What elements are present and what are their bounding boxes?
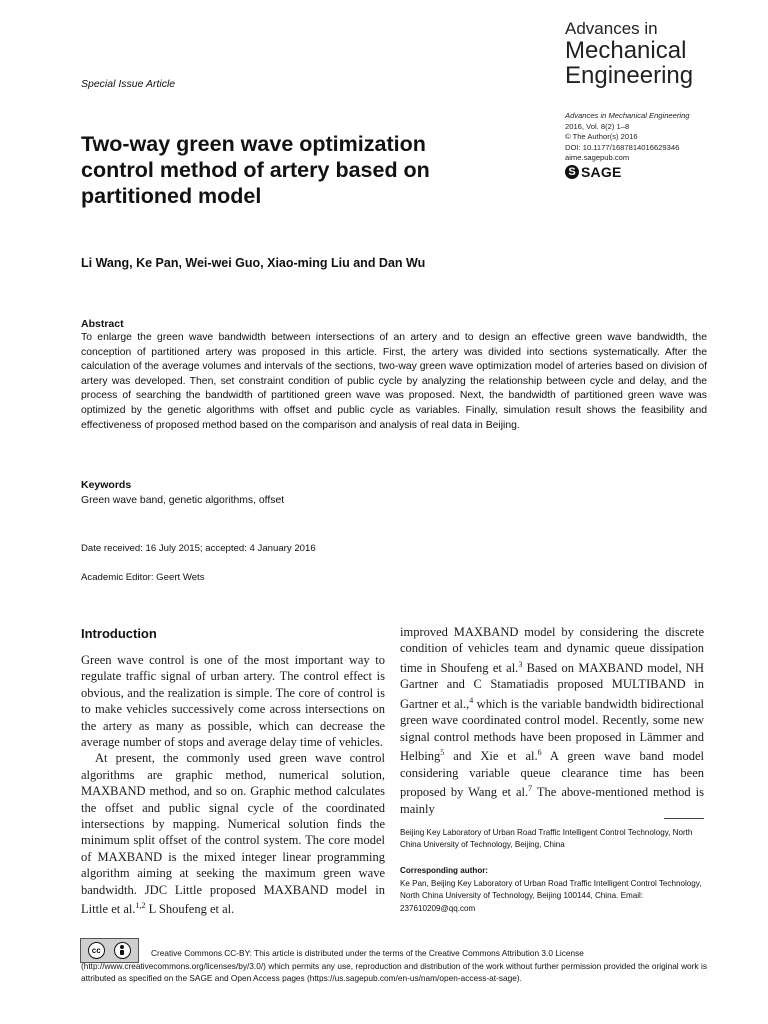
- paragraph-text: improved MAXBAND model by considering the discrete condition of vehicles team and dynamic queue dissipation time in Shoufeng et al.: [400, 625, 704, 675]
- citation-ref[interactable]: 6: [537, 748, 542, 758]
- paper-title: Two-way green wave optimization control method of artery based on partitioned model: [81, 132, 430, 208]
- citation-ref[interactable]: 4: [469, 695, 474, 705]
- citation-ref[interactable]: 1,2: [135, 901, 146, 911]
- sage-logo-text: SAGE: [581, 164, 622, 180]
- author-affiliation: Beijing Key Laboratory of Urban Road Traffic Intelligent Control Technology, North China University of Technology, Beijing, China: [400, 828, 693, 850]
- intro-paragraph: Green wave control is one of the most important way to regulate traffic signal of urban artery. The control effect is obvious, and the realization is simple. The core of control is to make vehicles successively come across intersections on the artery as many as possible, which can decrease the average number of stops and average delay time of vehicles.: [81, 653, 385, 750]
- journal-title-line3: Engineering: [565, 62, 694, 89]
- section-heading-introduction: Introduction: [81, 626, 157, 641]
- footnote-divider: [664, 818, 704, 819]
- paragraph-text: and Xie et al.: [444, 749, 538, 764]
- article-meta: [565, 111, 690, 164]
- keywords-heading: Keywords: [81, 479, 132, 491]
- license-first-line: Creative Commons CC-BY: This article is distributed under the terms of the Creative Commons Attribution 3.0 License: [151, 948, 584, 958]
- intro-paragraph: [81, 750, 385, 917]
- meta-doi[interactable]: DOI: 10.1177/1687814016629346: [565, 142, 680, 152]
- license-details: (http://www.creativecommons.org/licenses/by/3.0/) which permits any use, reproduction and distribution of the work without further permission provided the original work is attributed as specified on the SAGE and Open Access pages (https://us.sagepub.com/en-us/nam/open-access-at-sage).: [81, 960, 707, 984]
- paragraph-text: The above-mentioned method is mainly: [400, 785, 704, 816]
- sage-logo-icon: S: [565, 165, 579, 179]
- special-issue-label: Special Issue Article: [81, 78, 176, 90]
- citation-ref[interactable]: 3: [518, 659, 523, 669]
- date-received: Date received: 16 July 2015; accepted: 4 January 2016: [81, 543, 316, 554]
- keywords-text: Green wave band, genetic algorithms, offset: [81, 495, 285, 506]
- paragraph-text: At present, the commonly used green wave control algorithms are graphic method, numerical solution, MAXBAND method, and so on. Graphic method calculates the offset and public signal cycle of the coordinated intersections by mapping. Numerical solution finds the minimum split offset of the control system. The core model of MAXBAND is the mixed integer linear programming algorithm aiming at seeking the maximum green wave bandwidth. JDC Little proposed MAXBAND model in Little et al.: [81, 751, 385, 917]
- corresponding-author-details: Ke Pan, Beijing Key Laboratory of Urban Road Traffic Intelligent Control Technology, North China University of Technology, Beijing 100144, China. Email: 237610209@qq.com: [400, 879, 702, 913]
- sage-logo: [565, 164, 621, 180]
- corresponding-author-heading: Corresponding author:: [400, 866, 489, 875]
- citation-ref[interactable]: 5: [440, 748, 445, 758]
- paragraph-text: L Shoufeng et al.: [145, 902, 235, 917]
- author-list: Li Wang, Ke Pan, Wei-wei Guo, Xiao-ming Liu and Dan Wu: [81, 256, 426, 270]
- license-statement: [81, 947, 707, 985]
- paragraph-text: A green wave band model considering variable queue clearance time has been proposed by Wang et al.: [400, 749, 705, 800]
- paragraph-text: Based on MAXBAND model, NH Gartner and C Stamatiadis proposed MULTIBAND in Gartner et al.,: [400, 660, 704, 711]
- journal-title-line2: Mechanical: [565, 37, 687, 64]
- abstract-heading: Abstract: [81, 318, 124, 330]
- paragraph-text: which is the variable bandwidth bidirectional green wave coordinated control model. Recently, some new signal control methods have been proposed in Lämmer and Helbing: [400, 696, 704, 764]
- creative-commons-icon: cc: [88, 942, 105, 959]
- meta-journal-name: Advances in Mechanical Engineering: [565, 111, 690, 120]
- journal-title: [565, 20, 693, 88]
- meta-volume: 2016, Vol. 8(2) 1–8: [565, 121, 630, 131]
- meta-copyright: © The Author(s) 2016: [565, 132, 638, 142]
- body-column-left: [81, 652, 385, 918]
- academic-editor: Academic Editor: Geert Wets: [81, 572, 205, 583]
- body-column-right: [400, 624, 704, 817]
- intro-paragraph: [400, 624, 704, 817]
- meta-site[interactable]: aime.sagepub.com: [565, 153, 630, 163]
- citation-ref[interactable]: 7: [528, 784, 533, 794]
- journal-title-line1: Advances in: [565, 19, 658, 38]
- abstract-text: To enlarge the green wave bandwidth between intersections of an artery and to design an effective green wave bandwidth, the conception of partitioned artery was proposed in this article. First, the artery was divided into sections systematically. After the calculation of the average volumes and intervals of the sections, two-way green wave optimization model of arteries based on division of artery was developed. Then, set constraint condition of public cycle by analyzing the relationship between cycle and delay, and the process of searching the bandwidth of partitioned green wave was proposed. Next, the bandwidth of partitioned green wave was optimized by the genetic algorithms with offset and public cycle as variables. Finally, simulation result shows the feasibility and effectiveness of proposed method based on the comparison and analysis of real data in Beijing.: [81, 332, 707, 431]
